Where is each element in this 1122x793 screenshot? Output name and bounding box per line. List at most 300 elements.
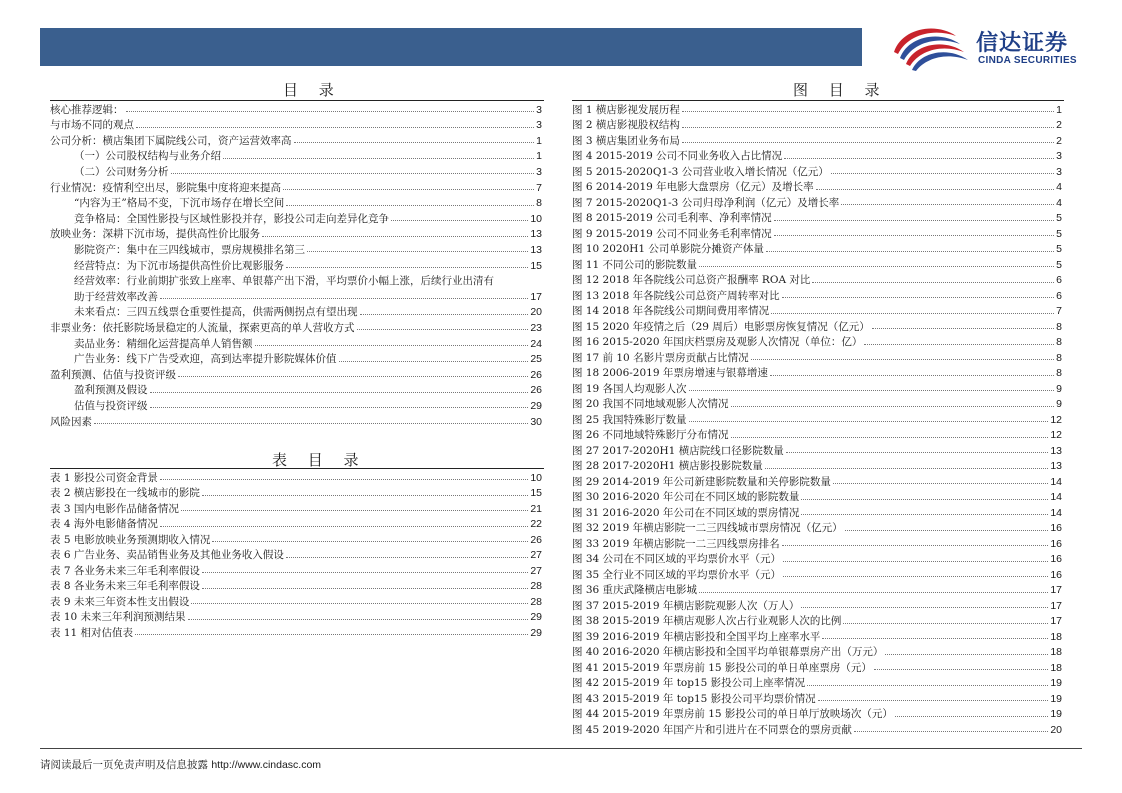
brand-logo xyxy=(888,22,1088,72)
figure-item-page: 4 xyxy=(1056,181,1062,193)
toc-item-page: 29 xyxy=(530,399,542,412)
toc-item-label: 与市场不同的观点 xyxy=(50,119,134,132)
table-item[interactable] xyxy=(50,547,542,561)
figure-item-label: 图 16 2015-2020 年国庆档票房及观影人次情况（单位：亿） xyxy=(572,336,863,348)
toc-item-label: 影院资产：集中在三四线城市，票房规模排名第三 xyxy=(74,243,305,256)
figure-item-label: 图 32 2019 年横店影院一二三四线城市票房情况（亿元） xyxy=(572,522,843,534)
toc-item[interactable] xyxy=(50,241,542,255)
figure-item[interactable] xyxy=(572,489,1062,503)
leader-dots xyxy=(181,510,528,511)
toc-item[interactable] xyxy=(50,382,542,396)
toc-item-page: 26 xyxy=(530,384,542,397)
figure-item[interactable] xyxy=(572,396,1062,410)
figure-item[interactable] xyxy=(572,349,1062,363)
leader-dots xyxy=(841,204,1054,205)
figure-item-page: 3 xyxy=(1056,165,1062,178)
leader-dots xyxy=(731,437,1049,438)
leader-dots xyxy=(689,390,1055,391)
table-item-page: 29 xyxy=(530,611,542,623)
figure-item-label: 图 45 2019-2020 年国产片和引进片在不同票仓的票房贡献 xyxy=(572,723,852,736)
figure-item[interactable] xyxy=(572,303,1062,317)
figure-item-label: 图 25 我国特殊影厅数量 xyxy=(572,413,687,426)
figure-item[interactable] xyxy=(572,597,1062,611)
figure-item[interactable] xyxy=(572,101,1062,115)
figure-item[interactable] xyxy=(572,117,1062,131)
table-item-page: 27 xyxy=(530,564,542,577)
figure-item-label: 图 26 不同地域特殊影厅分布情况 xyxy=(572,429,729,441)
figure-item-label: 图 43 2015-2019 年 top15 影投公司平均票价情况 xyxy=(572,692,816,705)
toc-item[interactable] xyxy=(50,117,542,131)
figure-item-page: 13 xyxy=(1050,444,1062,457)
toc-item[interactable] xyxy=(50,288,542,302)
toc-item-label: 助于经营效率改善 xyxy=(74,290,158,303)
leader-dots xyxy=(783,561,1048,562)
figure-item-page: 6 xyxy=(1056,289,1062,302)
toc-item[interactable] xyxy=(50,257,542,271)
figure-item[interactable] xyxy=(572,706,1062,720)
leader-dots xyxy=(188,619,529,620)
toc-item[interactable] xyxy=(50,226,542,240)
leader-dots xyxy=(774,220,1054,221)
toc-item-page: 24 xyxy=(530,337,542,350)
figure-item[interactable] xyxy=(572,442,1062,456)
figure-item[interactable] xyxy=(572,566,1062,580)
leader-dots xyxy=(136,127,534,128)
toc-item-page: 1 xyxy=(536,150,542,163)
toc-item-page: 25 xyxy=(530,353,542,366)
toc-item-label: 核心推荐逻辑： xyxy=(50,103,124,116)
footer-rule xyxy=(40,748,1082,749)
toc-item-page: 15 xyxy=(530,259,542,272)
figure-item[interactable] xyxy=(572,132,1062,146)
figure-item-label: 图 11 不同公司的影院数量 xyxy=(572,258,698,271)
leader-dots xyxy=(874,669,1048,670)
table-item-label: 表 9 未来三年资本性支出假设 xyxy=(50,595,190,608)
figure-item-label: 图 4 2015-2019 公司不同业务收入占比情况 xyxy=(572,150,783,162)
table-item[interactable] xyxy=(50,578,542,592)
table-item[interactable] xyxy=(50,562,542,576)
toc-item-page: 13 xyxy=(530,243,542,256)
figure-item-label: 图 19 各国人均观影人次 xyxy=(572,382,687,395)
leader-dots xyxy=(223,158,534,159)
toc-item-page: 23 xyxy=(530,321,542,334)
figure-item-page: 8 xyxy=(1056,351,1062,364)
figure-item-page: 8 xyxy=(1056,320,1062,333)
figures-title: 图 目 录 xyxy=(793,81,888,99)
toc-item-page: 10 xyxy=(530,212,542,225)
leader-dots xyxy=(812,282,1054,283)
toc-item[interactable] xyxy=(50,319,542,333)
figure-item-label: 图 15 2020 年疫情之后（29 周后）电影票房恢复情况（亿元） xyxy=(572,320,870,333)
toc-item-page: 26 xyxy=(530,368,542,381)
footer-disclaimer: 请阅读最后一页免责声明及信息披露 xyxy=(40,759,208,771)
leader-dots xyxy=(699,592,1048,593)
figure-item-label: 图 44 2015-2019 年票房前 15 影投公司的单日单厅放映场次（元） xyxy=(572,708,893,720)
figure-item[interactable] xyxy=(572,272,1062,286)
toc-item-label: （一）公司股权结构与业务介绍 xyxy=(74,150,221,163)
figure-item[interactable] xyxy=(572,380,1062,394)
tables-title: 表 目 录 xyxy=(272,451,367,469)
figure-item[interactable] xyxy=(572,287,1062,301)
figure-item-label: 图 29 2014-2019 年公司新建影院数量和关停影院数量 xyxy=(572,475,831,488)
figure-item[interactable] xyxy=(572,473,1062,487)
figure-item-page: 16 xyxy=(1050,522,1062,534)
leader-dots xyxy=(682,142,1054,143)
figure-item-page: 14 xyxy=(1050,475,1062,488)
table-item[interactable] xyxy=(50,593,542,607)
figure-item-page: 4 xyxy=(1056,196,1062,209)
figure-item-page: 5 xyxy=(1056,212,1062,224)
figure-item-page: 18 xyxy=(1050,630,1062,643)
figure-item[interactable] xyxy=(572,411,1062,425)
toc-item[interactable] xyxy=(50,195,542,209)
figure-item-page: 20 xyxy=(1050,723,1062,736)
figure-item[interactable] xyxy=(572,644,1062,658)
leader-dots xyxy=(782,545,1049,546)
figure-item[interactable] xyxy=(572,365,1062,379)
table-item-label: 表 1 影投公司资金背景 xyxy=(50,471,158,484)
toc-item-label: （二）公司财务分析 xyxy=(74,165,169,178)
figure-item-page: 1 xyxy=(1056,103,1062,116)
leader-dots xyxy=(307,251,528,252)
figure-item-label: 图 18 2006-2019 年票房增速与银幕增速 xyxy=(572,367,768,379)
toc-item-page: 7 xyxy=(536,181,542,194)
figure-item-label: 图 2 横店影视股权结构 xyxy=(572,119,680,131)
header-bar xyxy=(40,28,862,66)
figure-item-page: 16 xyxy=(1050,568,1062,581)
table-item[interactable] xyxy=(50,609,542,623)
figure-item[interactable] xyxy=(572,225,1062,239)
toc-item-label: 广告业务：线下广告受欢迎，高到达率提升影院媒体价值 xyxy=(74,353,337,366)
figure-item[interactable] xyxy=(572,613,1062,627)
figure-item-label: 图 14 2018 年各院线公司期间费用率情况 xyxy=(572,305,770,317)
figure-item-page: 5 xyxy=(1056,258,1062,271)
cinda-logo-icon xyxy=(888,22,972,72)
toc-item[interactable] xyxy=(50,397,542,411)
toc-item-label: “内容为王”格局不变，下沉市场存在增长空间 xyxy=(74,197,285,210)
figure-item[interactable] xyxy=(572,148,1062,162)
leader-dots xyxy=(283,189,534,190)
figure-item-page: 18 xyxy=(1050,646,1062,658)
figure-item[interactable] xyxy=(572,690,1062,704)
leader-dots xyxy=(822,638,1048,639)
toc-item-page: 8 xyxy=(536,197,542,210)
leader-dots xyxy=(286,557,528,558)
leader-dots xyxy=(770,375,1054,376)
figure-item[interactable] xyxy=(572,194,1062,208)
figure-item[interactable] xyxy=(572,535,1062,549)
figure-item-page: 7 xyxy=(1056,305,1062,317)
leader-dots xyxy=(286,267,528,268)
table-item-page: 21 xyxy=(530,502,542,515)
toc-item[interactable] xyxy=(50,273,542,287)
figure-item-label: 图 13 2018 年各院线公司总资产周转率对比 xyxy=(572,289,780,302)
toc-item[interactable] xyxy=(50,366,542,380)
table-item-page: 28 xyxy=(530,595,542,608)
figure-item-label: 图 36 重庆武隆横店电影城 xyxy=(572,584,698,596)
leader-dots xyxy=(845,530,1049,531)
figure-item[interactable] xyxy=(572,179,1062,193)
toc-item-label: 卖品业务：精细化运营提高单人销售额 xyxy=(74,337,253,350)
figure-item[interactable] xyxy=(572,675,1062,689)
leader-dots xyxy=(784,158,1054,159)
figure-item-page: 5 xyxy=(1056,227,1062,240)
leader-dots xyxy=(864,344,1054,345)
figure-item-label: 图 1 横店影视发展历程 xyxy=(572,103,680,116)
toc-item-label: 行业情况：疫情利空出尽，影院集中度将迎来提高 xyxy=(50,181,281,194)
figure-item[interactable] xyxy=(572,334,1062,348)
toc-item[interactable] xyxy=(50,163,542,177)
figure-item-label: 图 30 2016-2020 年公司在不同区域的影院数量 xyxy=(572,491,800,503)
leader-dots xyxy=(774,235,1054,236)
figure-item[interactable] xyxy=(572,458,1062,472)
table-item-label: 表 3 国内电影作品储备情况 xyxy=(50,502,179,515)
brand-name-cn: 信达证券 xyxy=(976,31,1069,56)
figure-item-page: 5 xyxy=(1056,243,1062,255)
toc-item[interactable] xyxy=(50,351,542,365)
figure-item-page: 16 xyxy=(1050,553,1062,565)
toc-title: 目 录 xyxy=(283,81,342,99)
figure-item-page: 9 xyxy=(1056,382,1062,395)
leader-dots xyxy=(255,345,529,346)
table-item[interactable] xyxy=(50,531,542,545)
figure-item-label: 图 17 前 10 名影片票房贡献占比情况 xyxy=(572,351,749,364)
toc-item-label: 放映业务：深耕下沉市场，提供高性价比服务 xyxy=(50,228,260,241)
figure-item-label: 图 31 2016-2020 年公司在不同区域的票房情况 xyxy=(572,506,800,519)
figure-item[interactable] xyxy=(572,628,1062,642)
figure-item[interactable] xyxy=(572,551,1062,565)
leader-dots xyxy=(171,173,535,174)
toc-item-label: 公司分析：横店集团下属院线公司，资产运营效率高 xyxy=(50,134,292,147)
figure-item-label: 图 9 2015-2019 公司不同业务毛利率情况 xyxy=(572,227,772,240)
leader-dots xyxy=(150,392,529,393)
figures-list xyxy=(572,101,1062,741)
figure-item-page: 19 xyxy=(1050,677,1062,689)
figure-item[interactable] xyxy=(572,520,1062,534)
table-item-page: 27 xyxy=(530,549,542,561)
table-item-label: 表 10 未来三年利润预测结果 xyxy=(50,611,186,623)
brand-name-en: CINDA SECURITIES xyxy=(978,55,1077,66)
figure-item-page: 12 xyxy=(1050,429,1062,441)
toc-item-label: 盈利预测及假设 xyxy=(74,384,148,397)
table-item-label: 表 5 电影放映业务预测期收入情况 xyxy=(50,533,211,546)
figure-item-page: 8 xyxy=(1056,367,1062,379)
toc-item[interactable] xyxy=(50,132,542,146)
leader-dots xyxy=(816,189,1054,190)
table-item[interactable] xyxy=(50,624,542,638)
leader-dots xyxy=(391,220,528,221)
tables-list xyxy=(50,469,542,641)
leader-dots xyxy=(160,479,528,480)
toc-item[interactable] xyxy=(50,148,542,162)
figure-item-label: 图 33 2019 年横店影院一二三四线票房排名 xyxy=(572,537,780,550)
figure-item-label: 图 38 2015-2019 年横店观影人次占行业观影人次的比例 xyxy=(572,615,842,627)
toc-item-page: 3 xyxy=(536,165,542,178)
leader-dots xyxy=(339,361,529,362)
leader-dots xyxy=(783,576,1048,577)
figure-item-page: 17 xyxy=(1050,599,1062,612)
figure-item-label: 图 6 2014-2019 年电影大盘票房（亿元）及增长率 xyxy=(572,181,814,193)
toc-item-label: 经营效率：行业前期扩张致上座率、单银幕产出下滑，平均票价小幅上涨，后续行业出清有 xyxy=(74,275,494,288)
figure-item-page: 2 xyxy=(1056,119,1062,131)
table-item-page: 28 xyxy=(530,580,542,592)
leader-dots xyxy=(843,623,1048,624)
toc-item[interactable] xyxy=(50,335,542,349)
figure-item-page: 8 xyxy=(1056,336,1062,348)
leader-dots xyxy=(212,541,528,542)
figure-item[interactable] xyxy=(572,582,1062,596)
toc-item-page: 13 xyxy=(530,228,542,241)
leader-dots xyxy=(202,588,528,589)
figure-item-page: 18 xyxy=(1050,661,1062,674)
toc-item-label: 未来看点：三四五线票仓重要性提高，供需两侧拐点有望出现 xyxy=(74,306,358,319)
leader-dots xyxy=(126,111,535,112)
figure-item-page: 6 xyxy=(1056,274,1062,286)
footer-url[interactable]: http://www.cindasc.com xyxy=(211,759,322,771)
figure-item[interactable] xyxy=(572,659,1062,673)
figure-item-page: 2 xyxy=(1056,134,1062,147)
leader-dots xyxy=(765,468,1049,469)
table-item-label: 表 7 各业务未来三年毛利率假设 xyxy=(50,564,200,577)
leader-dots xyxy=(202,495,528,496)
table-item-page: 29 xyxy=(530,626,542,639)
leader-dots xyxy=(801,514,1048,515)
figure-item-label: 图 27 2017-2020H1 横店院线口径影院数量 xyxy=(572,444,784,457)
leader-dots xyxy=(286,205,534,206)
figure-item-page: 13 xyxy=(1050,460,1062,472)
leader-dots xyxy=(191,603,528,604)
leader-dots xyxy=(807,685,1048,686)
toc-item-label: 估值与投资评级 xyxy=(74,399,148,412)
toc-item[interactable] xyxy=(50,179,542,193)
leader-dots xyxy=(831,173,1054,174)
toc-item-page: 17 xyxy=(530,290,542,303)
leader-dots xyxy=(786,452,1049,453)
toc-item-page: 3 xyxy=(536,119,542,132)
leader-dots xyxy=(854,731,1048,732)
toc-item-label: 竞争格局：全国性影投与区域性影投并存，影投公司走向差异化竞争 xyxy=(74,212,389,225)
figure-item-page: 14 xyxy=(1050,491,1062,503)
toc-item[interactable] xyxy=(50,304,542,318)
table-item[interactable] xyxy=(50,485,542,499)
leader-dots xyxy=(689,421,1049,422)
leader-dots xyxy=(782,297,1055,298)
toc-item-label: 盈利预测、估值与投资评级 xyxy=(50,368,176,381)
figure-item-label: 图 20 我国不同地域观影人次情况 xyxy=(572,398,729,410)
figure-item-label: 图 10 2020H1 公司单影院分摊资产体量 xyxy=(572,243,764,255)
toc-item-label: 经营特点：为下沉市场提供高性价比观影服务 xyxy=(74,259,284,272)
figure-item-page: 17 xyxy=(1050,584,1062,596)
table-item-page: 26 xyxy=(530,533,542,546)
toc-item-page: 30 xyxy=(530,415,542,428)
footer xyxy=(40,757,321,772)
table-item[interactable] xyxy=(50,469,542,483)
table-item-page: 10 xyxy=(530,471,542,484)
toc-item-label: 风险因素 xyxy=(50,415,92,428)
figure-item-label: 图 12 2018 年各院线公司总资产报酬率 ROA 对比 xyxy=(572,274,811,286)
figure-item-label: 图 5 2015-2020Q1-3 公司营业收入增长情况（亿元） xyxy=(572,165,829,178)
toc-item-page: 1 xyxy=(536,134,542,147)
figure-item-page: 9 xyxy=(1056,398,1062,410)
leader-dots xyxy=(895,716,1048,717)
figure-item-label: 图 39 2016-2019 年横店影投和全国平均上座率水平 xyxy=(572,630,821,643)
leader-dots xyxy=(202,572,528,573)
figure-item-label: 图 8 2015-2019 公司毛利率、净利率情况 xyxy=(572,212,772,224)
leader-dots xyxy=(872,328,1054,329)
leader-dots xyxy=(801,499,1048,500)
leader-dots xyxy=(682,111,1054,112)
figure-item[interactable] xyxy=(572,241,1062,255)
figure-item-page: 14 xyxy=(1050,506,1062,519)
figure-item-label: 图 42 2015-2019 年 top15 影投公司上座率情况 xyxy=(572,677,806,689)
figure-item-page: 19 xyxy=(1050,692,1062,705)
toc-item-page: 3 xyxy=(536,103,542,116)
leader-dots xyxy=(833,483,1048,484)
leader-dots xyxy=(150,407,529,408)
figure-item-label: 图 41 2015-2019 年票房前 15 影投公司的单日单座票房（元） xyxy=(572,661,872,674)
figure-item-label: 图 7 2015-2020Q1-3 公司归母净利润（亿元）及增长率 xyxy=(572,196,840,209)
figure-item[interactable] xyxy=(572,721,1062,735)
figure-item-label: 图 3 横店集团业务布局 xyxy=(572,134,680,147)
table-item[interactable] xyxy=(50,500,542,514)
figure-item-page: 16 xyxy=(1050,537,1062,550)
figure-item[interactable] xyxy=(572,256,1062,270)
leader-dots xyxy=(262,236,528,237)
figure-item-label: 图 40 2016-2020 年横店影投和全国平均单银幕票房产出（万元） xyxy=(572,646,884,658)
leader-dots xyxy=(771,313,1054,314)
leader-dots xyxy=(682,127,1054,128)
leader-dots xyxy=(360,314,529,315)
leader-dots xyxy=(766,251,1054,252)
leader-dots xyxy=(135,634,528,635)
toc-item[interactable] xyxy=(50,210,542,224)
leader-dots xyxy=(160,526,528,527)
leader-dots xyxy=(160,298,528,299)
figure-item[interactable] xyxy=(572,427,1062,441)
toc-item-page: 20 xyxy=(530,306,542,319)
figure-item-page: 19 xyxy=(1050,708,1062,720)
figure-item[interactable] xyxy=(572,210,1062,224)
leader-dots xyxy=(801,607,1048,608)
leader-dots xyxy=(178,376,528,377)
table-item-label: 表 2 横店影投在一线城市的影院 xyxy=(50,487,200,499)
toc-item-label: 非票业务：依托影院场景稳定的人流量，探索更高的单人营收方式 xyxy=(50,321,355,334)
table-item[interactable] xyxy=(50,516,542,530)
leader-dots xyxy=(294,142,535,143)
figure-item-label: 图 34 公司在不同区域的平均票价水平（元） xyxy=(572,553,782,565)
figure-item[interactable] xyxy=(572,163,1062,177)
figure-item-label: 图 35 全行业不同区域的平均票价水平（元） xyxy=(572,568,782,581)
figure-item-label: 图 28 2017-2020H1 横店影投影院数量 xyxy=(572,460,763,472)
table-item-label: 表 6 广告业务、卖品销售业务及其他业务收入假设 xyxy=(50,549,284,561)
table-item-page: 15 xyxy=(530,487,542,499)
figure-item-page: 17 xyxy=(1050,615,1062,627)
toc-item[interactable] xyxy=(50,413,542,427)
leader-dots xyxy=(699,266,1054,267)
figure-item[interactable] xyxy=(572,504,1062,518)
toc-item[interactable] xyxy=(50,101,542,115)
table-item-label: 表 11 相对估值表 xyxy=(50,626,134,639)
leader-dots xyxy=(94,423,528,424)
leader-dots xyxy=(885,654,1048,655)
figure-item[interactable] xyxy=(572,318,1062,332)
figure-item-label: 图 37 2015-2019 年横店影院观影人次（万人） xyxy=(572,599,800,612)
toc-list xyxy=(50,101,542,431)
table-item-page: 22 xyxy=(530,518,542,530)
leader-dots xyxy=(818,700,1049,701)
figure-item-page: 12 xyxy=(1050,413,1062,426)
leader-dots xyxy=(751,359,1055,360)
